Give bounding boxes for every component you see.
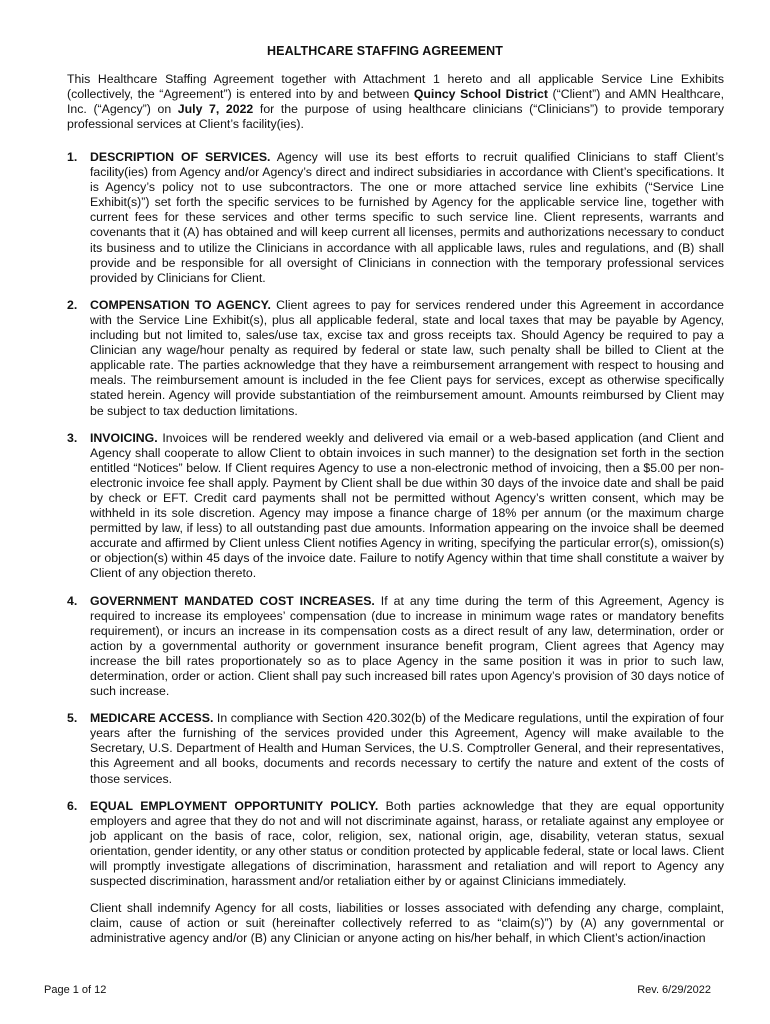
section-description-of-services (67, 150, 724, 286)
section-body: Invoices will be rendered weekly and delivered via email or a web-based application (and Client and Agency shall cooperate to allow Client to obtain invoices in such manner) to the designation set forth in the section entitled “Notices” below. If Client requires Agency to use a non-electronic method of invoicing, then a $5.00 per non-electronic invoice fee shall apply. Payment by Client shall be due within 30 days of the invoice date and shall be paid by check or EFT. Credit card payments shall not be permitted without Agency’s written consent, which may be withheld in its sole discretion. Agency may impose a finance charge of 18% per annum (or the maximum charge permitted by law, if less) to all outstanding past due amounts. Information appearing on the invoice shall be deemed accurate and affirmed by Client unless Client notifies Agency in writing, specifying the particular error(s), omission(s) or objection(s) within 45 days of the invoice date. Failure to notify Agency within that time shall constitute a waiver by Client of any objection thereto. (90, 430, 724, 581)
section-heading: MEDICARE ACCESS. (90, 711, 214, 726)
intro-text-3: for the purpose of using healthcare clinicians (“Clinicians”) to provide temporary professional services at Client’s facility(ies). (67, 102, 724, 132)
section-heading: INVOICING. (90, 430, 158, 445)
intro-paragraph (67, 72, 724, 132)
section-heading: EQUAL EMPLOYMENT OPPORTUNITY POLICY. (90, 798, 379, 813)
agreement-date: July 7, 2022 (177, 102, 254, 117)
section-number: 3. (67, 430, 78, 445)
intro-text-2: (“Client”) and AMN Healthcare, Inc. (“Agency”) on (67, 87, 724, 117)
revision-date: Rev. 6/29/2022 (637, 984, 711, 996)
section-6-continuation: Client shall indemnify Agency for all costs, liabilities or losses associated with defending any charge, complaint, claim, cause of action or suit (hereinafter collectively referred to as “claim(s)”) by (A) any governmental or administrative agency and/or (B) any Clinician or anyone acting on his/her behalf, in which Client’s action/inaction (90, 901, 724, 946)
section-body: Client agrees to pay for services rendered under this Agreement in accordance with the Service Line Exhibit(s), plus all applicable federal, state and local taxes that may be payable by Agency, including but not limited to, sales/use tax, excise tax and gross receipts tax. Should Agency be required to pay a Clinician any wage/hour penalty as required by federal or state law, such penalty shall be billed to Client at the applicable rate. The parties acknowledge that they have a reimbursement arrangement with respect to housing and meals. The reimbursement amount is included in the fee Client pays for services, except as otherwise specifically stated herein. Agency will provide substantiation of the reimbursement amount. Amounts reimbursed by Client may be subject to tax deduction limitations. (90, 297, 724, 418)
section-number: 2. (67, 297, 78, 312)
section-compensation (67, 298, 724, 419)
section-medicare-access (67, 711, 724, 786)
section-heading: COMPENSATION TO AGENCY. (90, 297, 271, 312)
client-name: Quincy School District (413, 87, 548, 102)
section-invoicing (67, 431, 724, 582)
section-number: 1. (67, 150, 78, 164)
sections-list (67, 150, 724, 947)
section-body: In compliance with Section 420.302(b) of the Medicare regulations, until the expiration of four years after the furnishing of the services provided under this Agreement, Agency will make available to the Secretary, U.S. Department of Health and Human Services, the U.S. Comptroller General, and their representatives, this Agreement and all books, documents and records necessary to certify the nature and extent of the costs of those services. (90, 711, 724, 786)
section-government-cost-increases (67, 594, 724, 700)
intro-text-1: This Healthcare Staffing Agreement together with Attachment 1 hereto and all applicable Service Line Exhibits (collectively, the “Agreement”) is entered into by and between (67, 72, 724, 102)
section-body: Both parties acknowledge that they are equal opportunity employers and agree that they do not and will not discriminate against, harass, or retaliate against any employee or job applicant on the basis of race, color, religion, sex, national origin, age, disability, veteran status, sexual orientation, gender identity, or any other status or condition protected by applicable federal, state or local laws. Client will promptly investigate allegations of discrimination, harassment and retaliation and will report to Agency any suspected discrimination, harassment and/or retaliation either by or against Clinicians immediately. (90, 798, 724, 889)
document-title: HEALTHCARE STAFFING AGREEMENT (267, 44, 503, 58)
section-number: 5. (67, 711, 78, 726)
page-number: Page 1 of 12 (44, 984, 107, 996)
section-body: Agency will use its best efforts to recruit qualified Clinicians to staff Client’s facility(ies) from Agency and/or Agency’s direct and indirect subsidiaries in accordance with Client’s specifications. It is Agency’s policy not to use subcontractors. The one or more attached service line exhibits (“Service Line Exhibit(s)”) set forth the specific services to be furnished by Agency for the applicable service line, together with current fees for these services and other terms specific to such service line. Client represents, warrants and covenants that it (A) has obtained and will keep current all licenses, permits and authorizations necessary to conduct its business and to utilize the Clinicians in accordance with all applicable laws, rules and regulations, and (B) shall provide and be responsible for all oversight of Clinicians in connection with the temporary professional services provided by Clinicians for Client. (90, 150, 724, 285)
section-heading: GOVERNMENT MANDATED COST INCREASES. (90, 593, 375, 608)
section-number: 4. (67, 593, 78, 608)
section-number: 6. (67, 798, 78, 813)
section-heading: DESCRIPTION OF SERVICES. (90, 150, 271, 164)
section-body: If at any time during the term of this Agreement, Agency is required to increase its employees’ compensation (due to increase in minimum wage rates or mandatory benefits requirement), or incurs an increase in its compensation costs as a direct result of any law, determination, order or action by a governmental authority or government insurance benefit program, Client agrees that Agency may increase the bill rates proportionately so as to place Agency in the same position it was in prior to such law, determination, order or action. Client shall pay such increased bill rates upon Agency’s provision of 30 days notice of such increase. (90, 593, 725, 699)
section-equal-employment (67, 799, 724, 890)
